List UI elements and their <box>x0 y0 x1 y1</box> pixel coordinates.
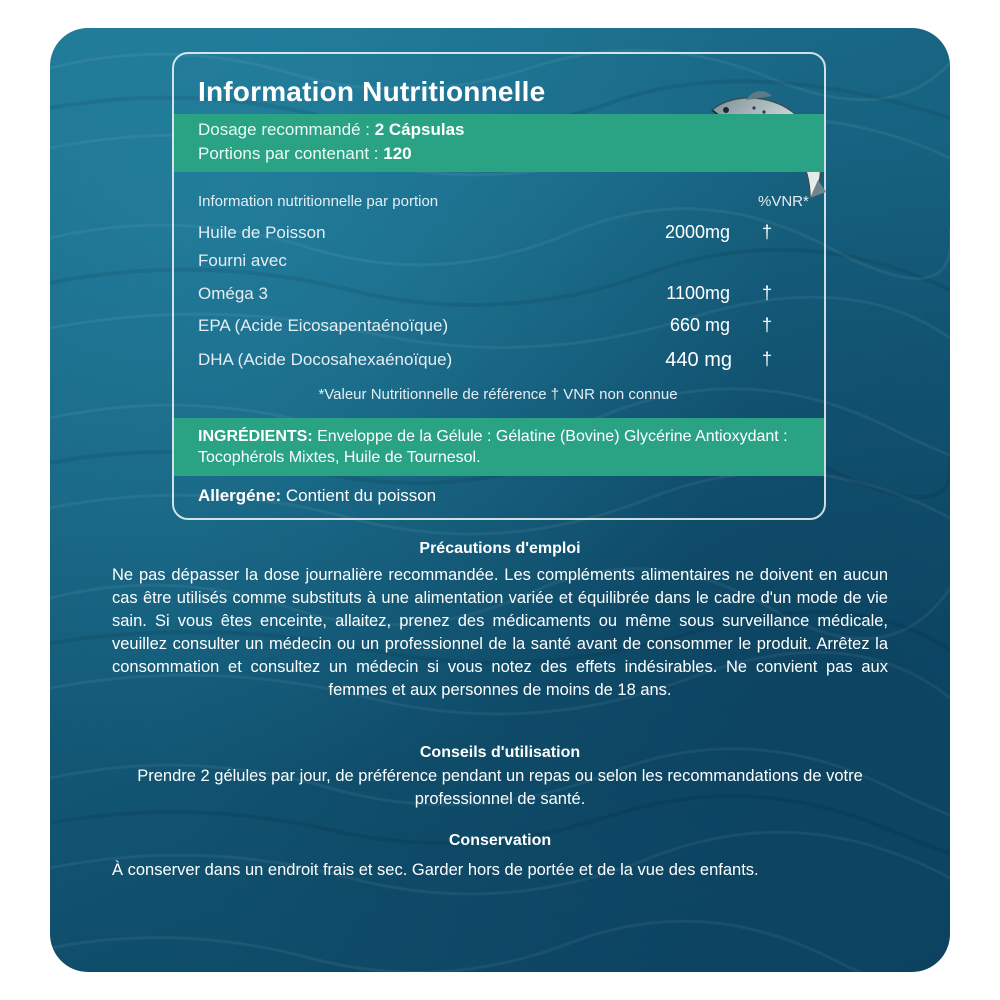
portions-label: Portions par contenant : <box>198 144 379 163</box>
conseils-text: Prendre 2 gélules par jour, de préférence pendant un repas ou selon les recommandations de votre professionnel de santé. <box>137 767 863 808</box>
row-amount: 1100mg <box>666 283 730 303</box>
row-amount: 2000mg <box>664 222 730 242</box>
row-name: Oméga 3 <box>198 284 268 303</box>
ingredients-text-block <box>198 426 798 468</box>
dosage-band <box>174 114 824 172</box>
row-name: Fourni avec <box>198 251 287 270</box>
row-vnr: † <box>762 222 773 242</box>
dosage-value: 2 Cápsulas <box>374 120 465 139</box>
ingredients-label: INGRÉDIENTS: <box>198 428 313 445</box>
precautions-text: Ne pas dépasser la dose journalière recommandée. Les compléments alimentaires ne doivent en aucun cas être utilisés comme substituts à une alimentation variée et équilibrée dans le cadre d'un mode de vie sain. Si vous êtes enceinte, allaitez, prenez des médicaments ou même sous surveillance médicale, veuillez consulter un médecin ou un professionnel de la santé avant de consommer le produit. Arrêtez la consommation et consultez un médecin si vous notez des effets indésirables. Ne convient pas aux femmes et aux personnes de moins de 18 ans. <box>112 566 888 699</box>
row-vnr: † <box>762 315 773 335</box>
product-info-card <box>50 28 950 972</box>
row-name: Huile de Poisson <box>198 223 326 242</box>
row-amount: 660 mg <box>669 315 730 335</box>
ingredients-band <box>174 418 824 476</box>
allergen-label: Allergéne: <box>198 486 282 505</box>
conservation-text: À conserver dans un endroit frais et sec. Garder hors de portée et de la vue des enfants. <box>112 861 759 879</box>
allergen-line <box>198 486 436 506</box>
ingredients-text: Enveloppe de la Gélule : Gélatine (Bovine) Glycérine Antioxydant : Tocophérols Mixtes, Huile de Tournesol. <box>198 428 788 466</box>
row-vnr: † <box>762 283 773 303</box>
allergen-text: Contient du poisson <box>281 486 437 505</box>
portions-value: 120 <box>383 144 412 163</box>
dosage-line <box>198 120 464 140</box>
precautions-title: Précautions d'emploi <box>419 540 581 557</box>
row-vnr: † <box>762 349 773 369</box>
table-header-right: %VNR* <box>758 193 809 210</box>
conseils-title: Conseils d'utilisation <box>419 744 581 761</box>
row-name: DHA (Acide Docosahexaénoïque) <box>198 350 453 369</box>
table-header-left: Information nutritionnelle par portion <box>198 193 439 210</box>
row-amount: 440 mg <box>665 349 732 371</box>
panel-title: Information Nutritionnelle <box>198 76 546 107</box>
row-name: EPA (Acide Eicosapentaénoïque) <box>198 316 449 335</box>
conservation-title: Conservation <box>448 832 552 849</box>
dosage-label: Dosage recommandé : <box>198 120 370 139</box>
portions-line <box>198 144 412 164</box>
vnr-footnote: *Valeur Nutritionnelle de référence † VNR non connue <box>318 386 678 403</box>
